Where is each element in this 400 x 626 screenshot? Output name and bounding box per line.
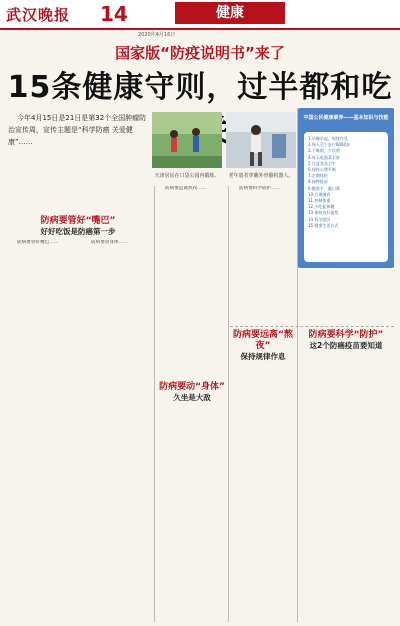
kicker-title: 国家版“防疫说明书”来了: [115, 44, 285, 62]
section-1-subtitle: 好好吃饭是防癌第一步: [40, 227, 116, 236]
poster-item: 9.勤洗手，戴口罩: [308, 185, 340, 191]
section-4-heading: [298, 330, 394, 351]
column-c-text: 防病要远离熬夜……: [165, 186, 207, 191]
poster-item: 7.定期体检: [308, 173, 328, 179]
column-divider: [228, 186, 229, 622]
poster-title: 中国公民健康素养——基本知识与技能: [303, 115, 389, 121]
poster-item: 13.保持良好姿势: [308, 210, 339, 216]
column-d-text: 防病要科学防护……: [239, 186, 281, 191]
lead-text: 今年4月15日是21日是第32个全国肿瘤防治宣传周，宣传主题是“科学防癌 关爱健康”……: [8, 114, 147, 146]
poster-item: 11.控制体重: [308, 198, 331, 204]
photo-exoskeleton-caption: 老年患者穿戴外骨骼机器人。: [228, 173, 294, 179]
section-2-subtitle: 久坐是大敌: [173, 393, 211, 402]
photo-park-caption: 天津居民在口袋公园内锻炼。: [154, 173, 220, 179]
poster-list: [304, 132, 388, 262]
section-divider: [230, 326, 394, 327]
lead-paragraph: [8, 112, 148, 212]
column-b-text: 防病要动身体……: [91, 240, 128, 245]
poster-item: 10.合理膳食: [308, 191, 331, 197]
column-a-text: 防病要管好嘴巴……: [17, 240, 59, 245]
section-2-title: 防病要动“身体”: [159, 382, 225, 392]
photo-exoskeleton: [226, 112, 296, 168]
section-3-heading: [230, 330, 296, 362]
section-label: 健康: [175, 2, 285, 24]
column-divider: [154, 186, 155, 622]
poster-item: 6.保持心理平衡: [308, 167, 336, 173]
poster-item: 12.少吃盐和糖: [308, 204, 335, 210]
photo-park-exercise: [152, 112, 222, 168]
section-2-heading: [156, 382, 228, 403]
section-1-title: 防病要管好“嘴巴”: [40, 216, 116, 226]
health-poster: [298, 108, 394, 268]
poster-item: 5.注意食品卫生: [308, 160, 336, 166]
section-4-subtitle: 这2个防癌疫苗要知道: [309, 341, 383, 350]
column-c-top: [156, 186, 228, 378]
poster-item: 3.不吸烟，少饮酒: [308, 148, 340, 154]
main-headline: 15条健康守则，过半都和吃: [7, 70, 393, 105]
section-1-heading: [8, 216, 148, 237]
column-b: [82, 240, 154, 620]
section-4-title: 防病要科学“防护”: [308, 330, 384, 340]
column-divider: [297, 108, 298, 622]
poster-item: 8.接种疫苗: [308, 179, 328, 185]
page-number: 14: [100, 2, 128, 26]
column-a: [8, 240, 80, 620]
poster-item: 1.早睡早起，规律作息: [308, 136, 348, 141]
dateline: 2020年4月16日: [138, 32, 176, 38]
section-3-subtitle: 保持规律作息: [240, 352, 286, 361]
column-d-top: [230, 186, 296, 326]
poster-item: 15.健康生活方式: [308, 222, 339, 228]
poster-item: 2.每天至少步行6000步: [308, 142, 350, 148]
section-3-title: 防病要远离“熬夜”: [233, 330, 293, 351]
poster-item: 4.每天吃蔬菜水果: [308, 154, 340, 160]
poster-item: 14.科学就医: [308, 216, 331, 222]
masthead-title: 武汉晚报: [6, 6, 71, 24]
